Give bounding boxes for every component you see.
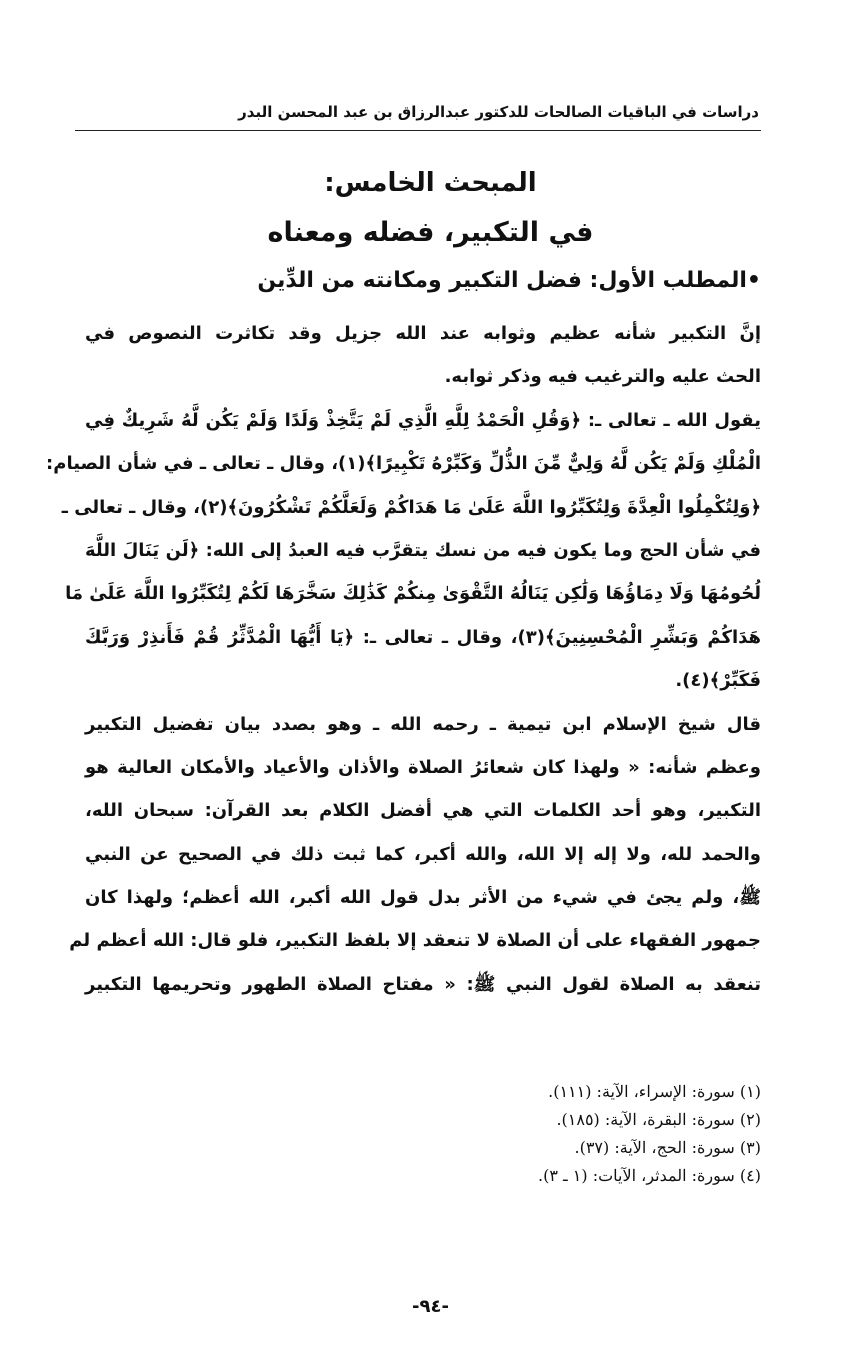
- body-line: قال شيخ الإسلام ابن تيمية ـ رحمه الله ـ وهو بصدد بيان تفضيل التكبير: [85, 713, 761, 735]
- body-line: فَكَبِّرْ﴾(٤).: [675, 670, 761, 692]
- body-line: ﴿وَلِتُكْمِلُوا الْعِدَّةَ وَلِتُكَبِّرُوا اللَّهَ عَلَىٰ مَا هَدَاكُمْ وَلَعَلَّكُمْ تَشْكُرُونَ﴾(٢)، وقال ـ تعالى ـ: [61, 496, 761, 518]
- footnote: (٤) سورة: المدثر، الآيات: (١ ـ ٣).: [538, 1166, 761, 1185]
- body-line: جمهور الفقهاء على أن الصلاة لا تنعقد إلا بلفظ التكبير، فلو قال: الله أعظم لم: [69, 930, 761, 952]
- body-line: الحث عليه والترغيب فيه وذكر ثوابه.: [444, 366, 761, 388]
- body-line: في شأن الحج وما يكون فيه من نسك يتقرَّب فيه العبدُ إلى الله: ﴿لَن يَنَالَ اللَّهَ: [85, 539, 761, 561]
- body-line: وعظم شأنه: « ولهذا كان شعائرُ الصلاة والأذان والأعياد والأمكان العالية هو: [85, 756, 761, 778]
- body-line: التكبير، وهو أحد الكلمات التي هي أفضل الكلام بعد القرآن: سبحان الله،: [85, 800, 761, 822]
- footnote: (٣) سورة: الحج، الآية: (٣٧).: [574, 1138, 761, 1157]
- subsection-heading: •المطلب الأول: فضل التكبير ومكانته من الدِّين: [257, 268, 761, 293]
- body-line: الْمُلْكِ وَلَمْ يَكُن لَّهُ وَلِيٌّ مِّنَ الذُّلِّ وَكَبِّرْهُ تَكْبِيرًا﴾(١)، وقال ـ تعالى ـ في شأن الصيام:: [46, 453, 761, 475]
- running-header: دراسات في الباقيات الصالحات للدكتور عبدالرزاق بن عبد المحسن البدر: [238, 103, 759, 121]
- body-line: لُحُومُهَا وَلَا دِمَاؤُهَا وَلَٰكِن يَنَالُهُ التَّقْوَىٰ مِنكُمْ كَذَٰلِكَ سَخَّرَهَا لَكُمْ لِتُكَبِّرُوا اللَّهَ عَلَىٰ مَا: [65, 583, 761, 605]
- body-line: إنَّ التكبير شأنه عظيم وثوابه عند الله جزيل وقد تكاثرت النصوص في: [85, 323, 761, 344]
- header-rule: [75, 130, 761, 131]
- body-line: تنعقد به الصلاة لقول النبي ﷺ: « مفتاح الصلاة الطهور وتحريمها التكبير: [85, 973, 761, 995]
- body-line: ﷺ، ولم يجئ في شيء من الأثر بدل قول الله أكبر، الله أعظم؛ ولهذا كان: [85, 887, 761, 909]
- section-subtitle: في التكبير، فضله ومعناه: [267, 217, 594, 248]
- body-line: يقول الله ـ تعالى ـ: ﴿وَقُلِ الْحَمْدُ لِلَّهِ الَّذِي لَمْ يَتَّخِذْ وَلَدًا وَلَمْ يَكُن لَّهُ شَرِيكٌ فِي: [85, 409, 761, 431]
- body-text: [46, 312, 761, 1006]
- footnotes: [361, 1078, 761, 1190]
- footnote: (٢) سورة: البقرة، الآية: (١٨٥).: [556, 1110, 761, 1129]
- section-heading: المبحث الخامس:: [324, 168, 537, 198]
- body-line: هَدَاكُمْ وَبَشِّرِ الْمُحْسِنِينَ﴾(٣)، وقال ـ تعالى ـ: ﴿يَا أَيُّهَا الْمُدَّثِّرُ قُمْ فَأَنذِرْ وَرَبَّكَ: [85, 626, 761, 648]
- footnote: (١) سورة: الإسراء، الآية: (١١١).: [548, 1082, 761, 1101]
- body-line: والحمد لله، ولا إله إلا الله، والله أكبر، كما ثبت ذلك في الصحيح عن النبي: [85, 843, 761, 865]
- page-number: -٩٤-: [412, 1296, 449, 1317]
